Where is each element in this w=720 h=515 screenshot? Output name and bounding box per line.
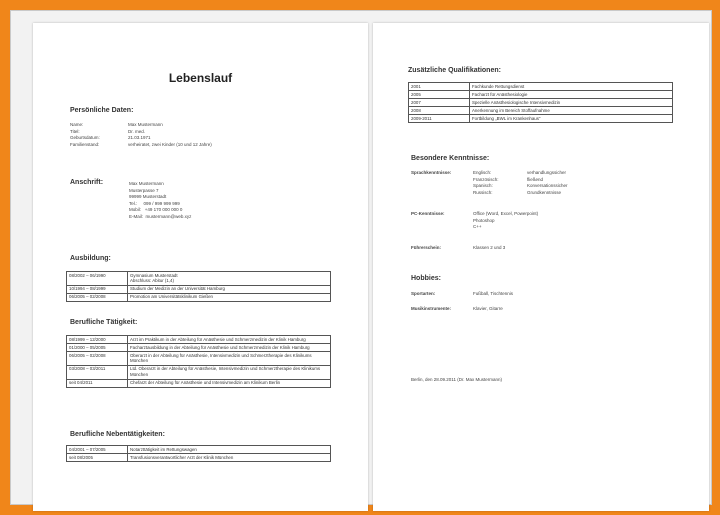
qualifications-table <box>408 82 673 123</box>
description-cell: Studium der Medizin an der Universität Hamburg <box>128 285 331 293</box>
pc-label: PC-Kenntnisse: <box>411 211 445 216</box>
personal-key: Geburtsdatum: <box>70 135 100 141</box>
personal-heading: Persönliche Daten: <box>70 107 134 114</box>
personal-value: 21.03.1971 <box>128 135 151 141</box>
description-cell: Ltd. Oberarzt in der Abteilung für Anästhesie, Intensivmedizin und Schmerztherapie des Klinikums München <box>128 365 331 379</box>
personal-row <box>70 129 212 136</box>
license-value: Klassen 2 und 3 <box>473 245 506 250</box>
date-cell: 2009-2011 <box>409 114 470 122</box>
date-cell: 2007 <box>409 98 470 106</box>
table-row <box>67 365 331 379</box>
language-row <box>473 170 568 177</box>
document-frame <box>10 10 712 505</box>
date-cell: seit 08/2005 <box>67 453 128 461</box>
hobbies-heading: Hobbies: <box>411 275 441 282</box>
qualifications-heading: Zusätzliche Qualifikationen: <box>408 67 501 74</box>
description-cell: Oberarzt in der Abteilung für Anästhesie, Intensivmedizin und Schmerztherapie des Klinikums München <box>128 351 331 365</box>
address-line: Mobil: +49 170 000 000 0 <box>129 207 183 213</box>
address-line: 99999 Musterstadt <box>129 194 167 200</box>
page-right <box>373 23 709 511</box>
table-row <box>409 98 673 106</box>
personal-key: Familienstand: <box>70 141 100 147</box>
table-row <box>409 106 673 114</box>
date-cell: 2005 <box>409 90 470 98</box>
language-row <box>473 177 568 184</box>
address-block <box>129 181 191 221</box>
description-cell: Spezielle Anästhesiologische Intensivmedizin <box>470 98 673 106</box>
description-cell: Fachkunde Rettungsdienst <box>470 83 673 91</box>
music-label: Musikinstrumente: <box>411 306 452 311</box>
pc-skill: C++ <box>473 224 482 230</box>
skills-heading: Besondere Kenntnisse: <box>411 155 490 162</box>
career-table <box>66 335 331 388</box>
language-row <box>473 183 568 190</box>
description-cell: Transfusionsverantwortlicher Arzt der Klinik München <box>128 453 331 461</box>
language-level: fließend <box>527 176 544 182</box>
personal-key: Name: <box>70 122 84 127</box>
description-cell: Anerkennung im Bereich Stoffaufnahme <box>470 106 673 114</box>
page-title: Lebenslauf <box>168 71 233 85</box>
date-cell: 08/1999 – 12/2000 <box>67 336 128 344</box>
address-line: Max Mustermann <box>129 181 164 186</box>
date-cell: 01/2000 – 05/2005 <box>67 343 128 351</box>
table-row <box>67 343 331 351</box>
side-jobs-table <box>66 445 331 462</box>
date-cell: 08/2002 – 06/1990 <box>67 272 128 286</box>
page-left <box>33 23 368 511</box>
table-row <box>409 114 673 122</box>
languages-label: Sprachkenntnisse: <box>411 170 452 175</box>
description-cell: Facharzt für Anästhesiologie <box>470 90 673 98</box>
sport-value: Fußball, Tischtennis <box>473 291 514 296</box>
date-cell: 2008 <box>409 106 470 114</box>
table-row <box>67 453 331 461</box>
personal-row <box>70 142 212 149</box>
language-level: Grundkenntnisse <box>527 189 562 195</box>
address-line: Musterpasse 7 <box>129 187 159 193</box>
education-heading: Ausbildung: <box>70 255 111 262</box>
languages-list <box>473 170 568 196</box>
date-cell: 2001 <box>409 83 470 91</box>
address-line: E-Mail: mustermann@web.xyz <box>129 213 192 219</box>
language-name: Französisch: <box>473 176 499 182</box>
personal-row <box>70 122 212 129</box>
pc-skill: Office (Word, Excel, Powerpoint) <box>473 211 539 216</box>
license-label: Führerschein: <box>411 245 442 250</box>
music-value: Klavier, Gitarre <box>473 306 503 311</box>
description-cell: Promotion am Universitätsklinikum Gießen <box>128 293 331 301</box>
signature-line: Berlin, den 28.09.2011 (Dr. Max Mustermann) <box>411 377 502 382</box>
description-cell: Gymnasium Musterstadt Abschluss: Abitur (1,4) <box>128 272 331 286</box>
side-jobs-heading: Berufliche Nebentätigkeiten: <box>70 431 165 438</box>
table-row <box>67 351 331 365</box>
address-line: Tel.: 099 / 999 999 999 <box>129 200 180 206</box>
date-cell: 03/2008 – 03/2011 <box>67 365 128 379</box>
sport-label: Sportarten: <box>411 291 436 296</box>
description-cell: Fortbildung „BWL im Krankenhaus“ <box>470 114 673 122</box>
language-name: Englisch: <box>473 170 492 175</box>
table-row <box>409 83 673 91</box>
language-name: Russisch: <box>473 189 493 195</box>
date-cell: 06/2005 – 02/2008 <box>67 351 128 365</box>
table-row <box>67 285 331 293</box>
pc-skill: Photoshop <box>473 217 495 223</box>
personal-value: Dr. med. <box>128 128 146 134</box>
description-cell: Chefarzt der Abteilung für Anästhesie und Intensivmedizin am Klinikum Berlin <box>128 379 331 387</box>
date-cell: 10/1994 – 08/1999 <box>67 285 128 293</box>
date-cell: 06/2005 – 02/2008 <box>67 293 128 301</box>
pc-skills-list <box>473 211 538 231</box>
language-level: Konversationssicher <box>527 183 568 189</box>
date-cell: 04/2001 – 07/2005 <box>67 446 128 454</box>
language-level: verhandlungssicher <box>527 170 567 175</box>
personal-key: Titel: <box>70 128 80 134</box>
career-heading: Berufliche Tätigkeit: <box>70 319 138 326</box>
description-cell: Facharztausbildung in der Abteilung für Anästhesie und Schmerzmedizin der Klinik Hamburg <box>128 343 331 351</box>
table-row <box>67 446 331 454</box>
personal-data <box>70 122 212 148</box>
address-heading: Anschrift: <box>70 179 104 186</box>
description-cell: Arzt im Praktikum in der Abteilung für Anästhesie und Schmerzmedizin der Klinik Hamburg <box>128 336 331 344</box>
table-row <box>409 90 673 98</box>
language-row <box>473 190 568 197</box>
description-cell: Notarzttätigkeit im Rettungswagen <box>128 446 331 454</box>
table-row <box>67 336 331 344</box>
date-cell: seit 04/2011 <box>67 379 128 387</box>
page-footer-faint <box>47 491 48 497</box>
personal-value: Max Mustermann <box>128 122 163 127</box>
education-table <box>66 271 331 302</box>
table-row <box>67 293 331 301</box>
personal-value: verheiratet, zwei Kinder (10 und 12 Jahre) <box>128 141 212 147</box>
table-row <box>67 379 331 387</box>
personal-row <box>70 135 212 142</box>
table-row <box>67 272 331 286</box>
language-name: Spanisch: <box>473 183 493 189</box>
